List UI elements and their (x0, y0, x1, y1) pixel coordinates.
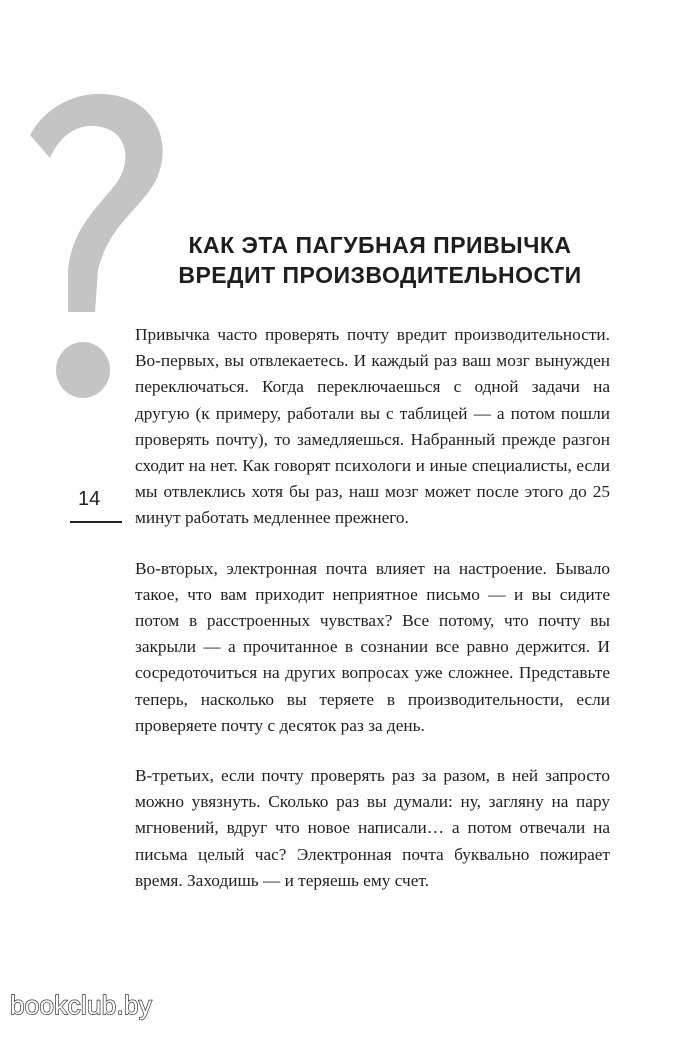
paragraph-1: Привычка часто проверять почту вредит производительности. Во-первых, вы отвлекаетесь. И каждый раз ваш мозг вынужден переключаться. Когда переключаешься с одной задачи на другую (к примеру, работали вы с таблицей — а потом пошли проверять почту), то замедляешься. Набранный прежде разгон сходит на нет. Как говорят психологи и иные специалисты, если мы отвлеклись хотя бы раз, наш мозг может после этого до 25 минут работать медленнее прежнего. (135, 325, 610, 528)
section-heading-line-1: КАК ЭТА ПАГУБНАЯ ПРИВЫЧКА (188, 232, 572, 258)
section-heading (150, 230, 610, 290)
body-text (135, 322, 610, 918)
page-number-value: 14 (78, 488, 101, 510)
page-number (70, 488, 130, 523)
watermark: bookclub.by (10, 990, 153, 1020)
paragraph-3: В-третьих, если почту проверять раз за разом, в ней запросто можно увязнуть. Сколько раз вы думали: ну, загляну на пару мгновений, вдруг что новое написали… а потом отвечали на письма целый час? Электронная почта буквально пожирает время. Заходишь — и теряешь ему счет. (135, 766, 610, 890)
section-heading-line-2: ВРЕДИТ ПРОИЗВОДИТЕЛЬНОСТИ (178, 262, 582, 288)
page-number-rule (70, 521, 122, 523)
paragraph-2: Во-вторых, электронная почта влияет на настроение. Бывало такое, что вам приходит неприятное письмо — и вы сидите потом в расстроенных чувствах? Все потому, что почту вы закрыли — а прочитанное в сознании все равно держится. И сосредоточиться на других вопросах уже сложнее. Представьте теперь, насколько вы теряете в производительности, если проверяете почту с десяток раз за день. (135, 558, 610, 735)
